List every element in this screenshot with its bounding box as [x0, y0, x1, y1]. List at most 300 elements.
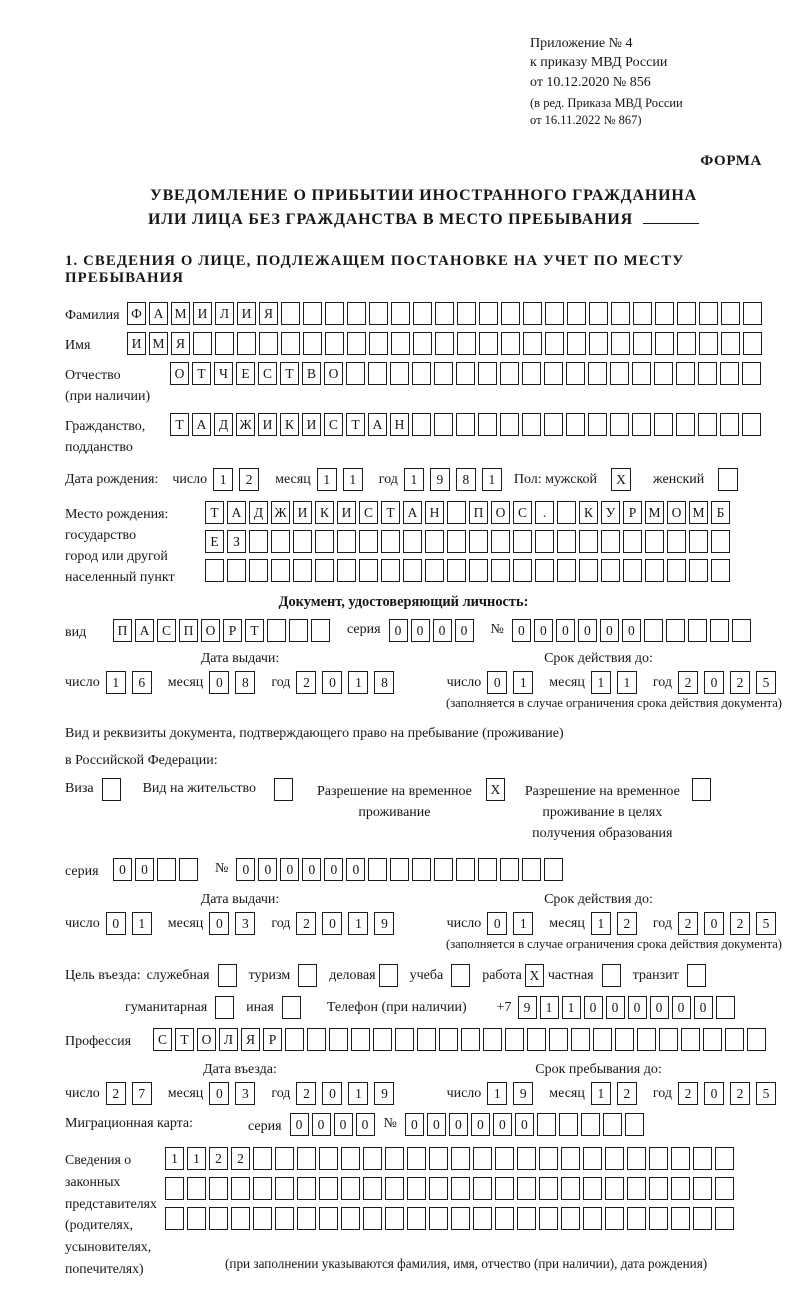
char-box[interactable]: 0: [209, 671, 229, 694]
char-box[interactable]: [698, 413, 717, 436]
char-box[interactable]: [363, 1207, 382, 1230]
char-box[interactable]: [567, 332, 586, 355]
char-box[interactable]: [500, 362, 519, 385]
char-box[interactable]: [715, 1207, 734, 1230]
char-box[interactable]: Ф: [127, 302, 146, 325]
char-box[interactable]: [611, 302, 630, 325]
char-box[interactable]: [557, 559, 576, 582]
char-box[interactable]: [649, 1147, 668, 1170]
char-box[interactable]: [275, 1177, 294, 1200]
char-box[interactable]: [341, 1207, 360, 1230]
char-box[interactable]: 9: [518, 996, 537, 1019]
char-box[interactable]: 8: [235, 671, 255, 694]
char-box[interactable]: [623, 559, 642, 582]
char-box[interactable]: [671, 1207, 690, 1230]
char-box[interactable]: [325, 302, 344, 325]
char-box[interactable]: Т: [175, 1028, 194, 1051]
char-box[interactable]: 1: [187, 1147, 206, 1170]
char-box[interactable]: 0: [471, 1113, 490, 1136]
char-box[interactable]: [567, 302, 586, 325]
char-box[interactable]: К: [579, 501, 598, 524]
char-box[interactable]: [311, 619, 330, 642]
char-box[interactable]: Я: [259, 302, 278, 325]
char-box[interactable]: [688, 619, 707, 642]
char-box[interactable]: [253, 1177, 272, 1200]
char-box[interactable]: О: [170, 362, 189, 385]
char-box[interactable]: 0: [106, 912, 126, 935]
char-box[interactable]: [373, 1028, 392, 1051]
char-box[interactable]: О: [491, 501, 510, 524]
char-box[interactable]: [381, 530, 400, 553]
char-box[interactable]: [267, 619, 286, 642]
char-box[interactable]: 0: [628, 996, 647, 1019]
char-box[interactable]: [495, 1147, 514, 1170]
char-box[interactable]: [403, 530, 422, 553]
char-box[interactable]: [281, 332, 300, 355]
char-box[interactable]: [517, 1177, 536, 1200]
char-box[interactable]: [715, 1147, 734, 1170]
char-box[interactable]: [725, 1028, 744, 1051]
char-box[interactable]: [209, 1177, 228, 1200]
char-box[interactable]: 6: [132, 671, 152, 694]
char-box[interactable]: [337, 559, 356, 582]
char-box[interactable]: [281, 302, 300, 325]
char-box[interactable]: И: [237, 302, 256, 325]
char-box[interactable]: [623, 530, 642, 553]
char-box[interactable]: [297, 1207, 316, 1230]
char-box[interactable]: [601, 559, 620, 582]
char-box[interactable]: [491, 559, 510, 582]
char-box[interactable]: 9: [513, 1082, 533, 1105]
char-box[interactable]: 2: [296, 1082, 316, 1105]
opt-sluzhebnaya-checkbox[interactable]: [218, 964, 237, 987]
char-box[interactable]: [385, 1147, 404, 1170]
char-box[interactable]: [483, 1028, 502, 1051]
char-box[interactable]: [456, 362, 475, 385]
char-box[interactable]: 2: [617, 912, 637, 935]
char-box[interactable]: [544, 362, 563, 385]
char-box[interactable]: [633, 332, 652, 355]
char-box[interactable]: [561, 1207, 580, 1230]
char-box[interactable]: Т: [346, 413, 365, 436]
edu-permit-checkbox[interactable]: [692, 778, 711, 801]
char-box[interactable]: [561, 1147, 580, 1170]
char-box[interactable]: [369, 302, 388, 325]
char-box[interactable]: [412, 362, 431, 385]
char-box[interactable]: 0: [600, 619, 619, 642]
char-box[interactable]: [693, 1177, 712, 1200]
char-box[interactable]: П: [113, 619, 132, 642]
char-box[interactable]: [231, 1207, 250, 1230]
char-box[interactable]: [407, 1177, 426, 1200]
char-box[interactable]: [457, 302, 476, 325]
char-box[interactable]: [412, 413, 431, 436]
char-box[interactable]: [654, 362, 673, 385]
char-box[interactable]: [605, 1147, 624, 1170]
char-box[interactable]: [231, 1177, 250, 1200]
char-box[interactable]: [193, 332, 212, 355]
char-box[interactable]: [703, 1028, 722, 1051]
char-box[interactable]: [259, 332, 278, 355]
char-box[interactable]: [667, 530, 686, 553]
char-box[interactable]: [456, 858, 475, 881]
char-box[interactable]: 1: [317, 468, 337, 491]
char-box[interactable]: 8: [456, 468, 476, 491]
char-box[interactable]: [429, 1147, 448, 1170]
char-box[interactable]: [303, 302, 322, 325]
char-box[interactable]: 1: [348, 1082, 368, 1105]
char-box[interactable]: 5: [756, 1082, 776, 1105]
char-box[interactable]: [625, 1113, 644, 1136]
char-box[interactable]: 0: [433, 619, 452, 642]
char-box[interactable]: [337, 530, 356, 553]
char-box[interactable]: [527, 1028, 546, 1051]
char-box[interactable]: [479, 332, 498, 355]
char-box[interactable]: 0: [493, 1113, 512, 1136]
char-box[interactable]: [347, 302, 366, 325]
char-box[interactable]: [561, 1177, 580, 1200]
char-box[interactable]: [368, 858, 387, 881]
char-box[interactable]: [671, 1147, 690, 1170]
char-box[interactable]: [407, 1147, 426, 1170]
char-box[interactable]: [721, 332, 740, 355]
char-box[interactable]: 9: [374, 912, 394, 935]
char-box[interactable]: [407, 1207, 426, 1230]
char-box[interactable]: П: [469, 501, 488, 524]
char-box[interactable]: С: [157, 619, 176, 642]
char-box[interactable]: [522, 858, 541, 881]
char-box[interactable]: [478, 858, 497, 881]
char-box[interactable]: 1: [482, 468, 502, 491]
char-box[interactable]: [271, 559, 290, 582]
char-box[interactable]: [537, 1113, 556, 1136]
char-box[interactable]: И: [193, 302, 212, 325]
char-box[interactable]: С: [359, 501, 378, 524]
char-box[interactable]: 0: [322, 671, 342, 694]
char-box[interactable]: С: [324, 413, 343, 436]
opt-gumanitarnaya-checkbox[interactable]: [215, 996, 234, 1019]
char-box[interactable]: [583, 1177, 602, 1200]
char-box[interactable]: [579, 530, 598, 553]
char-box[interactable]: 0: [704, 912, 724, 935]
char-box[interactable]: [545, 332, 564, 355]
char-box[interactable]: [655, 332, 674, 355]
opt-ucheba-checkbox[interactable]: [451, 964, 470, 987]
char-box[interactable]: [523, 332, 542, 355]
char-box[interactable]: [478, 413, 497, 436]
char-box[interactable]: О: [667, 501, 686, 524]
char-box[interactable]: [588, 413, 607, 436]
char-box[interactable]: 0: [449, 1113, 468, 1136]
char-box[interactable]: [610, 362, 629, 385]
char-box[interactable]: [187, 1207, 206, 1230]
char-box[interactable]: 2: [730, 912, 750, 935]
char-box[interactable]: [297, 1177, 316, 1200]
char-box[interactable]: [698, 362, 717, 385]
char-box[interactable]: [605, 1207, 624, 1230]
char-box[interactable]: [535, 530, 554, 553]
char-box[interactable]: [632, 413, 651, 436]
char-box[interactable]: 0: [512, 619, 531, 642]
char-box[interactable]: И: [337, 501, 356, 524]
char-box[interactable]: [205, 559, 224, 582]
char-box[interactable]: [677, 302, 696, 325]
char-box[interactable]: [429, 1207, 448, 1230]
char-box[interactable]: [627, 1177, 646, 1200]
char-box[interactable]: 2: [678, 671, 698, 694]
char-box[interactable]: [359, 530, 378, 553]
char-box[interactable]: [319, 1147, 338, 1170]
char-box[interactable]: [693, 1147, 712, 1170]
char-box[interactable]: [451, 1147, 470, 1170]
char-box[interactable]: [395, 1028, 414, 1051]
char-box[interactable]: 0: [622, 619, 641, 642]
char-box[interactable]: [711, 530, 730, 553]
char-box[interactable]: [209, 1207, 228, 1230]
char-box[interactable]: [517, 1147, 536, 1170]
char-box[interactable]: [659, 1028, 678, 1051]
char-box[interactable]: [237, 332, 256, 355]
char-box[interactable]: [649, 1207, 668, 1230]
char-box[interactable]: [341, 1147, 360, 1170]
char-box[interactable]: Н: [390, 413, 409, 436]
char-box[interactable]: 0: [487, 671, 507, 694]
char-box[interactable]: 2: [106, 1082, 126, 1105]
char-box[interactable]: 0: [324, 858, 343, 881]
char-box[interactable]: [469, 559, 488, 582]
char-box[interactable]: [179, 858, 198, 881]
char-box[interactable]: [325, 332, 344, 355]
char-box[interactable]: [721, 302, 740, 325]
char-box[interactable]: 1: [591, 671, 611, 694]
char-box[interactable]: [523, 302, 542, 325]
char-box[interactable]: 1: [487, 1082, 507, 1105]
char-box[interactable]: А: [135, 619, 154, 642]
char-box[interactable]: [447, 559, 466, 582]
char-box[interactable]: 0: [346, 858, 365, 881]
char-box[interactable]: М: [149, 332, 168, 355]
char-box[interactable]: 0: [606, 996, 625, 1019]
char-box[interactable]: [434, 413, 453, 436]
char-box[interactable]: [289, 619, 308, 642]
char-box[interactable]: [491, 530, 510, 553]
char-box[interactable]: Я: [241, 1028, 260, 1051]
char-box[interactable]: 1: [348, 912, 368, 935]
char-box[interactable]: [319, 1177, 338, 1200]
char-box[interactable]: Д: [214, 413, 233, 436]
char-box[interactable]: 2: [231, 1147, 250, 1170]
char-box[interactable]: [369, 332, 388, 355]
char-box[interactable]: [715, 1177, 734, 1200]
char-box[interactable]: [603, 1113, 622, 1136]
char-box[interactable]: Л: [219, 1028, 238, 1051]
char-box[interactable]: [479, 302, 498, 325]
char-box[interactable]: О: [201, 619, 220, 642]
opt-turizm-checkbox[interactable]: [298, 964, 317, 987]
char-box[interactable]: [434, 362, 453, 385]
char-box[interactable]: [500, 858, 519, 881]
char-box[interactable]: [501, 332, 520, 355]
char-box[interactable]: 0: [694, 996, 713, 1019]
char-box[interactable]: [315, 530, 334, 553]
char-box[interactable]: А: [149, 302, 168, 325]
char-box[interactable]: [627, 1147, 646, 1170]
char-box[interactable]: [689, 559, 708, 582]
char-box[interactable]: [544, 413, 563, 436]
char-box[interactable]: 2: [678, 912, 698, 935]
char-box[interactable]: А: [403, 501, 422, 524]
char-box[interactable]: 0: [209, 1082, 229, 1105]
char-box[interactable]: У: [601, 501, 620, 524]
char-box[interactable]: [644, 619, 663, 642]
char-box[interactable]: 0: [236, 858, 255, 881]
char-box[interactable]: 0: [427, 1113, 446, 1136]
char-box[interactable]: [456, 413, 475, 436]
char-box[interactable]: 1: [106, 671, 126, 694]
char-box[interactable]: [157, 858, 176, 881]
char-box[interactable]: [671, 1177, 690, 1200]
char-box[interactable]: Т: [170, 413, 189, 436]
char-box[interactable]: [566, 362, 585, 385]
char-box[interactable]: [478, 362, 497, 385]
char-box[interactable]: [581, 1113, 600, 1136]
opt-tranzit-checkbox[interactable]: [687, 964, 706, 987]
char-box[interactable]: [297, 1147, 316, 1170]
char-box[interactable]: [425, 559, 444, 582]
char-box[interactable]: [275, 1147, 294, 1170]
char-box[interactable]: 0: [322, 1082, 342, 1105]
char-box[interactable]: 2: [296, 912, 316, 935]
char-box[interactable]: [539, 1147, 558, 1170]
char-box[interactable]: 2: [678, 1082, 698, 1105]
opt-rabota-checkbox[interactable]: X: [525, 964, 544, 987]
char-box[interactable]: С: [153, 1028, 172, 1051]
char-box[interactable]: 1: [213, 468, 233, 491]
char-box[interactable]: 7: [132, 1082, 152, 1105]
char-box[interactable]: 1: [348, 671, 368, 694]
char-box[interactable]: [589, 302, 608, 325]
char-box[interactable]: 0: [704, 1082, 724, 1105]
char-box[interactable]: Е: [236, 362, 255, 385]
char-box[interactable]: И: [258, 413, 277, 436]
char-box[interactable]: [495, 1207, 514, 1230]
char-box[interactable]: 0: [405, 1113, 424, 1136]
char-box[interactable]: [391, 302, 410, 325]
char-box[interactable]: 0: [258, 858, 277, 881]
char-box[interactable]: [457, 332, 476, 355]
char-box[interactable]: 0: [556, 619, 575, 642]
char-box[interactable]: Р: [623, 501, 642, 524]
char-box[interactable]: А: [227, 501, 246, 524]
char-box[interactable]: 9: [374, 1082, 394, 1105]
char-box[interactable]: [559, 1113, 578, 1136]
char-box[interactable]: 5: [756, 671, 776, 694]
char-box[interactable]: [303, 332, 322, 355]
char-box[interactable]: [649, 1177, 668, 1200]
char-box[interactable]: К: [280, 413, 299, 436]
char-box[interactable]: [699, 302, 718, 325]
char-box[interactable]: [513, 530, 532, 553]
char-box[interactable]: 1: [404, 468, 424, 491]
char-box[interactable]: 0: [290, 1113, 309, 1136]
char-box[interactable]: [403, 559, 422, 582]
char-box[interactable]: 0: [334, 1113, 353, 1136]
char-box[interactable]: [165, 1207, 184, 1230]
char-box[interactable]: 2: [730, 1082, 750, 1105]
char-box[interactable]: 8: [374, 671, 394, 694]
char-box[interactable]: [583, 1147, 602, 1170]
char-box[interactable]: [359, 559, 378, 582]
char-box[interactable]: [447, 501, 466, 524]
char-box[interactable]: [227, 559, 246, 582]
char-box[interactable]: [381, 559, 400, 582]
char-box[interactable]: [434, 858, 453, 881]
char-box[interactable]: Н: [425, 501, 444, 524]
sex-male-checkbox[interactable]: X: [611, 468, 631, 491]
char-box[interactable]: [385, 1177, 404, 1200]
char-box[interactable]: 1: [591, 912, 611, 935]
char-box[interactable]: [435, 332, 454, 355]
char-box[interactable]: [747, 1028, 766, 1051]
char-box[interactable]: 0: [389, 619, 408, 642]
char-box[interactable]: Е: [205, 530, 224, 553]
char-box[interactable]: [346, 362, 365, 385]
char-box[interactable]: С: [258, 362, 277, 385]
char-box[interactable]: [429, 1177, 448, 1200]
char-box[interactable]: Я: [171, 332, 190, 355]
char-box[interactable]: [215, 332, 234, 355]
char-box[interactable]: 0: [135, 858, 154, 881]
char-box[interactable]: 5: [756, 912, 776, 935]
char-box[interactable]: В: [302, 362, 321, 385]
char-box[interactable]: [341, 1177, 360, 1200]
char-box[interactable]: 0: [672, 996, 691, 1019]
char-box[interactable]: [522, 362, 541, 385]
char-box[interactable]: Ж: [236, 413, 255, 436]
char-box[interactable]: К: [315, 501, 334, 524]
char-box[interactable]: [579, 559, 598, 582]
char-box[interactable]: 0: [411, 619, 430, 642]
char-box[interactable]: 1: [562, 996, 581, 1019]
char-box[interactable]: О: [197, 1028, 216, 1051]
char-box[interactable]: 0: [280, 858, 299, 881]
opt-delovaya-checkbox[interactable]: [379, 964, 398, 987]
char-box[interactable]: [293, 559, 312, 582]
char-box[interactable]: [500, 413, 519, 436]
char-box[interactable]: М: [645, 501, 664, 524]
char-box[interactable]: [473, 1207, 492, 1230]
char-box[interactable]: 0: [578, 619, 597, 642]
char-box[interactable]: [593, 1028, 612, 1051]
char-box[interactable]: [667, 559, 686, 582]
char-box[interactable]: [566, 413, 585, 436]
char-box[interactable]: Л: [215, 302, 234, 325]
char-box[interactable]: [417, 1028, 436, 1051]
char-box[interactable]: Т: [192, 362, 211, 385]
char-box[interactable]: [473, 1177, 492, 1200]
char-box[interactable]: 0: [455, 619, 474, 642]
char-box[interactable]: 0: [302, 858, 321, 881]
char-box[interactable]: [390, 362, 409, 385]
char-box[interactable]: 1: [343, 468, 363, 491]
char-box[interactable]: [501, 302, 520, 325]
char-box[interactable]: 3: [235, 1082, 255, 1105]
char-box[interactable]: [451, 1207, 470, 1230]
char-box[interactable]: Д: [249, 501, 268, 524]
char-box[interactable]: [557, 501, 576, 524]
char-box[interactable]: [275, 1207, 294, 1230]
char-box[interactable]: [535, 559, 554, 582]
